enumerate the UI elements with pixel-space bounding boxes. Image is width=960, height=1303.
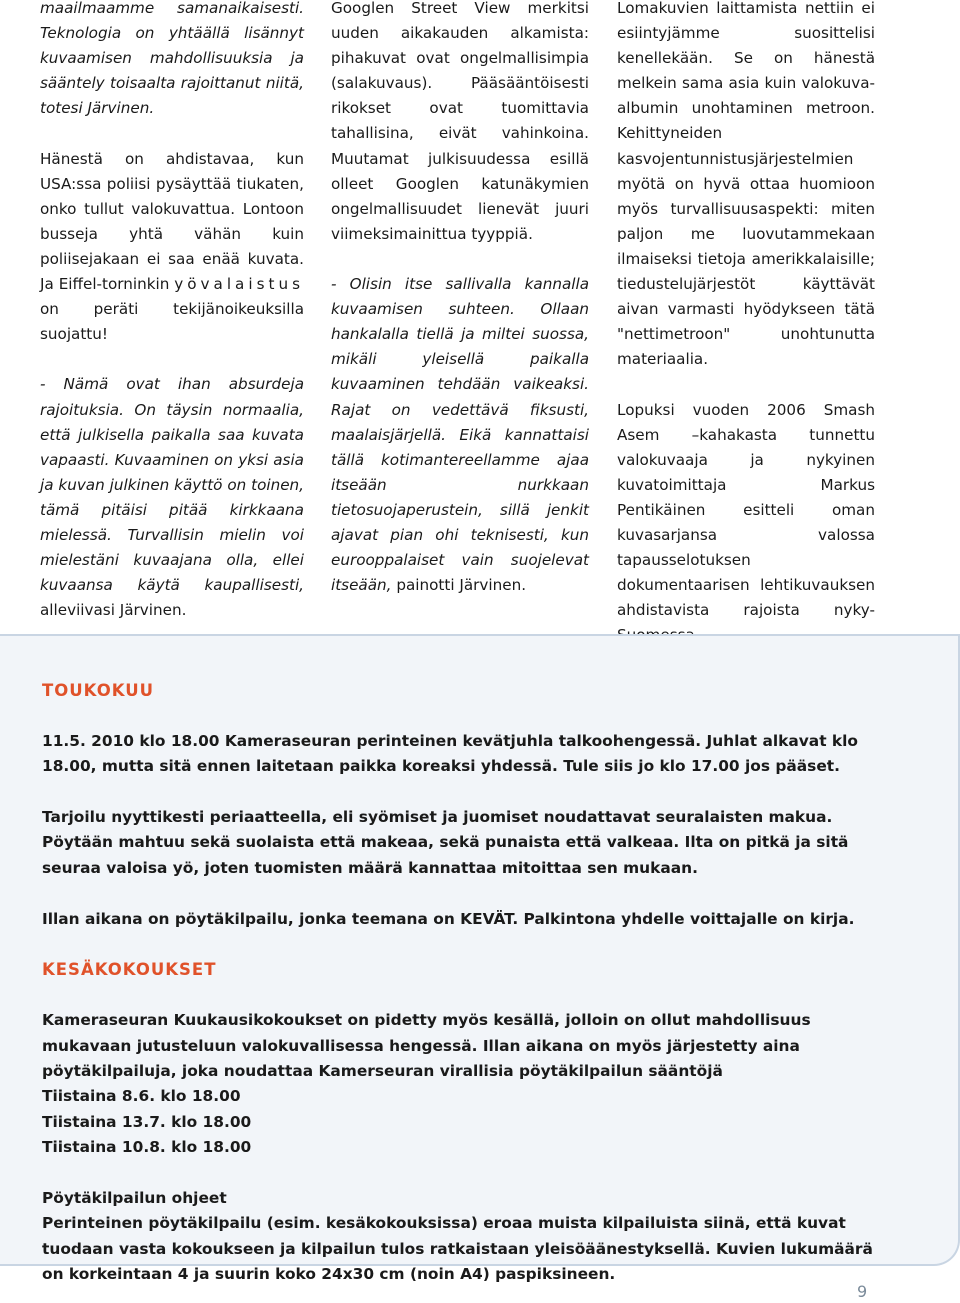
text-run: on peräti tekijänoikeuksilla suojattu! — [40, 300, 304, 344]
summer-intro-text: Kameraseuran Kuukausikokoukset on pidetty myös kesällä, jolloin on ollut mahdollisuus mukavaan jutusteluun valokuvallisessa hengessä. Illan aikana on myös järjestetty aina pöytäkilpailuja, joka noudattaa Kamerseuran virallisia pöytäkilpailun sääntöjä — [42, 1011, 811, 1081]
article-column-1 — [40, 0, 304, 623]
events-box — [0, 634, 960, 1284]
paragraph: Lopuksi vuoden 2006 Smash Asem –kahakasta tunnettu valokuvaaja ja nykyinen kuvatoimittaja Markus Pentikäinen esitteli oman kuvasarjansa valossa tapausselotuksen dokumentaarisen lehtikuvauksen ahdistavista rajoista nyky- — [617, 400, 875, 620]
page-number: 9 — [857, 1282, 868, 1301]
meeting-date: Tiistaina 13.7. klo 18.00 — [42, 1112, 252, 1131]
quote-paragraph — [40, 372, 304, 623]
section-heading-summer: KESÄKOKOUKSET — [42, 960, 217, 980]
quote-text: - Nämä ovat ihan absurdeja rajoituksia. On täysin normaalia, että julkisella paikalla saa kuvata vapaasti. Kuvaaminen on yksi asia ja kuvan julkinen käyttö on toinen, tämä pitäisi pitää kirkkaana mielessä. Turvallisin mielin voi mielestäni kuvaajana olla, ellei kuvaansa käytä kaupallisesti, — [40, 375, 304, 595]
meeting-date: Tiistaina 8.6. klo 18.00 — [42, 1087, 241, 1106]
quote-attribution: alleviivasi Järvinen. — [40, 601, 187, 620]
quote-attribution: painotti Järvinen. — [396, 576, 527, 595]
paragraph — [40, 147, 304, 348]
paragraph: maailmaamme samanaikaisesti. Teknologia on yhtäällä lisännyt kuvaamisen mahdollisuuksia ja sääntely toisaalta rajoittanut niitä, totesi Järvinen. — [40, 0, 304, 118]
may-event-text: 11.5. 2010 klo 18.00 Kameraseuran perinteinen kevätjuhla talkoohengessä. Juhlat alkavat klo 18.00, mutta sitä ennen laitetaan paikka koreaksi yhdessä. Tule siis jo klo 17.00 jos pääset. — [42, 731, 858, 776]
meeting-date: Tiistaina 10.8. klo 18.00 — [42, 1138, 252, 1157]
text-run-spaced: yövalaistus — [174, 275, 304, 294]
article-column-3 — [617, 0, 875, 724]
article-column-2 — [331, 0, 589, 598]
quote-text: - Olisin itse sallivalla kannalla kuvaamisen suhteen. Ollaan hankalalla tiellä ja miltei suossa, mikäli yleisellä paikalla kuvaaminen tehdään vaikeaksi. Rajat on vedettävä fiksusti, maalaisjärjellä. Eikä kannattaisi tällä kotimantereellamme ajaa itseään nurkkaan tietosuojaperustein, sillä jenkit ajavat pian ohi teknisesti, kun eurooppalaiset vain suojelevat itseään, — [331, 275, 589, 595]
text-run: Hänestä on ahdistavaa, kun USA:ssa poliisi pysäyttää tiukaten, onko tullut valokuvattua. Lontoon busseja yhtä vähän kuin poliisejakaan ei saa enää kuvata. Ja Eiffel-torninkin — [40, 149, 304, 294]
paragraph: Googlen Street View merkitsi uuden aikakauden alkamista: pihakuvat ovat ongelmallisimpia (salakuvaus). Pääsääntöisesti rikokset ovat tuomittavia tahallisina, eivät vahinkoina. Muutamat julkisuudessa esillä olleet Googlen katunäkymien ongelmallisuudet lienevät juuri viimeksimainittua tyyppiä. — [331, 0, 589, 243]
paragraph: Lomakuvien laittamista nettiin ei esiintyjämme suosittelisi kenellekään. Se on hänestä melkein sama asia kuin valokuva-albumin unohtaminen metroon. Kehittyneiden kasvojentunnistusjärjestelmien myötä on hyvä ottaa huomioon myös turvallisuusaspekti: miten paljon me luovutammekaan ilmaiseksi tietoja amerikkalaisille; tiedustelujärjestöt käyttävät aivan varmasti hyödykseen tätä "nettimetroon" unohtunutta materiaalia. — [617, 0, 875, 369]
section-heading-may: TOUKOKUU — [42, 681, 155, 700]
serving-text: Tarjoilu nyyttikesti periaatteella, eli syömiset ja juomiset noudattavat seuralaisten makua. Pöytään mahtuu sekä suolaista että makeaa, sekä punaista että valkeaa. Ilta on pitkä ja sitä seuraa valoisa yö, joten tuomisten määrä kannattaa mitoittaa sen mukaan. — [42, 808, 849, 877]
contest-text: Illan aikana on pöytäkilpailu, jonka teemana on KEVÄT. Palkintona yhdelle voittajalle on kirja. — [42, 909, 855, 928]
quote-paragraph — [331, 272, 589, 598]
rules-title: Pöytäkilpailun ohjeet — [42, 1189, 227, 1208]
events-box-content — [42, 678, 880, 1288]
rules-text: Perinteinen pöytäkilpailu (esim. kesäkokouksissa) eroaa muista kilpailuista siinä, että kuvat tuodaan vasta kokoukseen ja kilpailun tulos ratkaistaan yleisöäänestyksellä. Kuvien lukumäärä on korkeintaan 4 ja suurin koko 24x30 cm (noin A4) paspiksineen. — [42, 1214, 873, 1284]
